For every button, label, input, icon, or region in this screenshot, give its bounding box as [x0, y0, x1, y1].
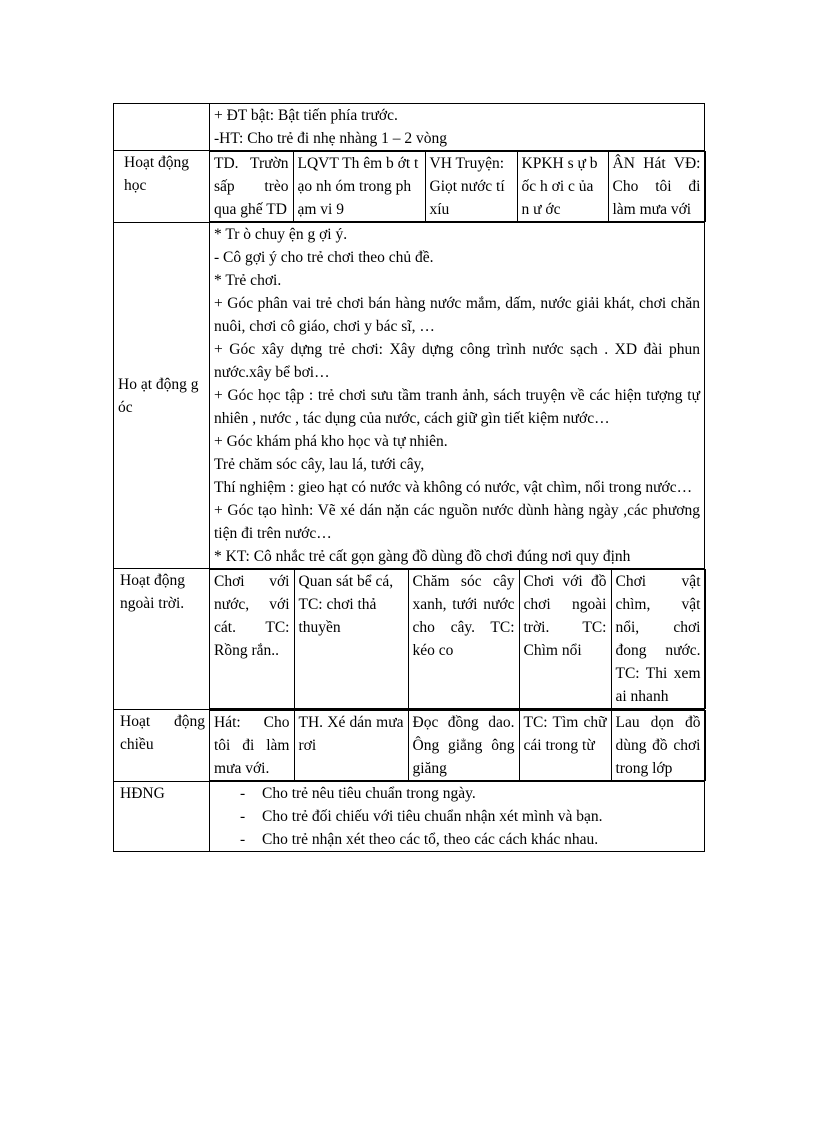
list-item: - Cho trẻ đối chiếu với tiêu chuẩn nhận xét mình và bạn. [240, 805, 700, 828]
row-label: HĐNG [114, 782, 210, 852]
weekday-cell: ÂN Hát VĐ: Cho tôi đi làm mưa với [608, 152, 705, 222]
schedule-cell [210, 569, 705, 710]
list-item: Thí nghiệm : gieo hạt có nước và không có nước, vật chìm, nổi trong nước… [214, 479, 693, 496]
weekday-cell: Quan sát bể cá, TC: chơi thả thuyền [294, 570, 408, 709]
row-label-text: Ho ạt động g óc [118, 375, 199, 416]
weekday-cell: Chăm sóc cây xanh, tưới nước cho cây. TC: kéo co [408, 570, 519, 709]
weekday-table [210, 710, 706, 781]
row-label: Hoạt động chiều [114, 710, 210, 782]
weekday-table [210, 151, 706, 222]
row-label [114, 223, 210, 569]
table-row-hdng [114, 782, 705, 852]
weekday-cell: Chơi với nước, với cát. TC: Rồng rắn.. [210, 570, 294, 709]
lesson-plan-table [113, 103, 705, 852]
weekday-cell: KPKH s ự b ốc h ơi c ủa n ư ớc [517, 152, 608, 222]
table-row-ngoai-troi [114, 569, 705, 710]
evaluation-list [214, 782, 700, 851]
table-row-hoat-dong-hoc [114, 151, 705, 223]
weekday-cell: VH Truyện: Giọt nước tí xíu [425, 152, 517, 222]
schedule-cell [210, 151, 705, 223]
list-item: - Cho trẻ nhận xét theo các tổ, theo các cách khác nhau. [240, 828, 700, 851]
weekday-cell: TH. Xé dán mưa rơi [294, 711, 408, 781]
list-item: + Góc tạo hình: Vẽ xé dán nặn các nguồn nước dùnh hàng ngày ,các phương tiện đi trên nước… [214, 502, 700, 542]
table-row-hoat-dong-goc [114, 223, 705, 569]
top-line-1: + ĐT bật: Bật tiến phía trước. [214, 107, 398, 124]
list-item: + Góc học tập : trẻ chơi sưu tầm tranh ảnh, sách truyện về các hiện tượng tự nhiên , nước , tác dụng của nước, cách giữ gìn tiết kiệm nước… [214, 387, 700, 427]
list-item: - Cô gợi ý cho trẻ chơi theo chủ đề. [214, 249, 434, 266]
empty-label-cell [114, 104, 210, 151]
evaluation-cell [210, 782, 705, 852]
weekday-cell: Hát: Cho tôi đi làm mưa với. [210, 711, 294, 781]
weekday-cell: Chơi với đồ chơi ngoài trời. TC: Chìm nổi [519, 570, 611, 709]
list-item: * Trẻ chơi. [214, 272, 282, 289]
list-item: + Góc khám phá kho học và tự nhiên. [214, 433, 448, 450]
top-content-cell [210, 104, 705, 151]
schedule-cell [210, 710, 705, 782]
table-row [114, 104, 705, 151]
weekday-cell: TC: Tìm chữ cái trong từ [519, 711, 611, 781]
list-item: * KT: Cô nhắc trẻ cất gọn gàng đồ dùng đồ chơi đúng nơi quy định [214, 548, 631, 565]
list-item: - Cho trẻ nêu tiêu chuẩn trong ngày. [240, 782, 700, 805]
list-item: * Tr ò chuy ện g ợi ý. [214, 226, 348, 243]
list-item: + Góc xây dựng trẻ chơi: Xây dựng công trình nước sạch . XD đài phun nước.xây bể bơi… [214, 341, 700, 381]
table-row-chieu [114, 710, 705, 782]
top-line-2: -HT: Cho trẻ đi nhẹ nhàng 1 – 2 vòng [214, 130, 447, 147]
weekday-cell: Đọc đồng dao. Ông giẳng ông giăng [408, 711, 519, 781]
weekday-cell: TD. Trườn sấp trèo qua ghế TD [210, 152, 293, 222]
row-label: Hoạt động ngoài trời. [114, 569, 210, 710]
list-item: + Góc phân vai trẻ chơi bán hàng nước mắm, dấm, nước giải khát, chơi chăn nuôi, chơi cô giáo, chơi y bác sĩ, … [214, 295, 700, 335]
weekday-cell: LQVT Th êm b ớt t ạo nh óm trong ph ạm vi 9 [293, 152, 425, 222]
corner-activity-cell [210, 223, 705, 569]
list-item: Trẻ chăm sóc cây, lau lá, tưới cây, [214, 456, 425, 473]
weekday-cell: Lau dọn đồ dùng đồ chơi trong lớp [611, 711, 705, 781]
row-label: Hoạt động học [114, 151, 210, 223]
weekday-cell: Chơi vật chìm, vật nổi, chơi đong nước. TC: Thi xem ai nhanh [611, 570, 705, 709]
weekday-table [210, 569, 706, 709]
